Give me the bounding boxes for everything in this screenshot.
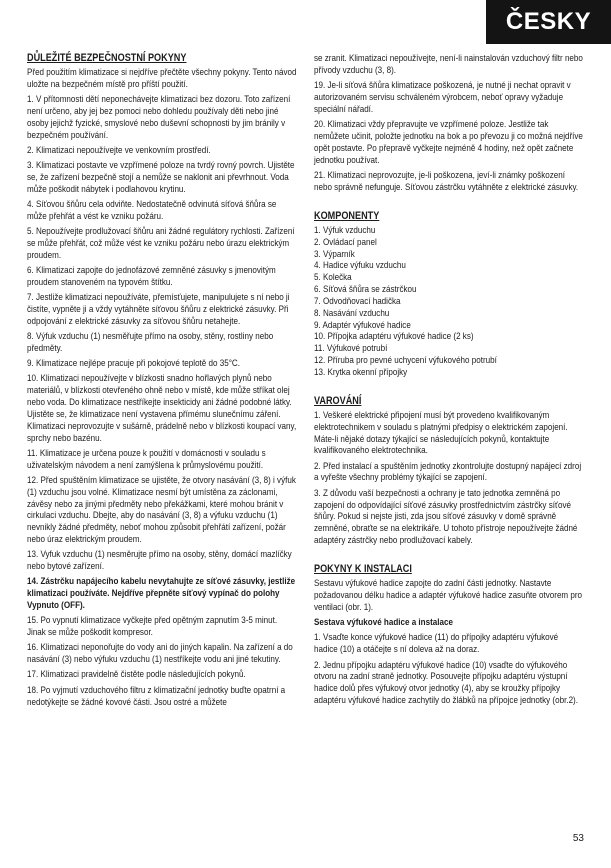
component-item: 8. Nasávání vzduchu (314, 306, 390, 318)
safety-list (27, 93, 297, 707)
component-item: 11. Výfukové potrubí (314, 342, 388, 354)
install-heading: POKYNY K INSTALACI (314, 563, 412, 576)
safety-item: 18. Po vyjmutí vzduchového filtru z klimatizační jednotky buďte opatrní a nedotýkejte se žádné kovové části. Jsou ostré a můžete (27, 683, 286, 707)
safety-item: 6. Klimatizaci zapojte do jednofázové zemněné zásuvky s jmenovitým proudem stanoveném na typovém štítku. (27, 264, 276, 287)
component-item: 9. Adaptér výfukové hadice (314, 318, 411, 330)
component-item: 10. Přípojka adaptéru výfukové hadice (2 ks) (314, 330, 474, 342)
component-item: 6. Síťová šňůra se zástrčkou (314, 283, 417, 295)
safety-item: 12. Před spuštěním klimatizace se ujistěte, že otvory nasávání (3, 8) i výfuk (1) vzduchu jsou volné. Klimatizace nesmí být umístěna za záclonami, závěsy nebo za jinými předměty nebo překážkami, které mohou bránit v cirkulaci vzduchu. Dbejte, aby do nasávání (3, 8) a výfuku vzduchu (1) nevnikly žádné předměty, neboť mohou způsobit přehřátí zařízení, požár nebo úraz elektrickým proudem. (27, 473, 296, 545)
install-step: 1. Vsaďte konce výfukové hadice (11) do přípojky adaptéru výfukové hadice (10) a otáčejte s ní doleva až na doraz. (314, 631, 559, 655)
safety-item: 19. Je-li síťová šňůra klimatizace poškozená, je nutné ji nechat opravit v autorizovaném servisu schváleném výrobcem, neboť opravy vyžaduje speciální nářadí. (314, 79, 571, 114)
safety-item: 20. Klimatizaci vždy přepravujte ve vzpřímené poloze. Jestliže tak nemůžete učinit, položte jednotku na bok a po převozu ji co možná nejdříve opět postavte. Po přepravě vyčkejte nejméně 4 hodiny, než opět začnete jednotku používat. (314, 118, 583, 165)
component-item: 2. Ovládací panel (314, 235, 377, 247)
safety-item: 2. Klimatizaci nepoužívejte ve venkovním prostředí. (27, 143, 211, 155)
safety-item: 7. Jestliže klimatizaci nepoužíváte, přemísťujete, manipulujete s ní nebo ji čistíte, vypněte ji a vždy vytáhněte síťovou šňůru z elektrické zásuvky. Při odpojování z elektrické zásuvky za síťovou šňůru netahejte. (27, 291, 290, 326)
safety-item: 17. Klimatizaci pravidelně čistěte podle následujících pokynů. (27, 668, 246, 680)
safety-item: 3. Klimatizaci postavte ve vzpřímené poloze na tvrdý rovný povrch. Ujistěte se, že zařízení bezpečně stojí a nemůže se naklonit ani převrhnout. Voda může poškodit nábytek i podlahovou krytinu. (27, 159, 295, 194)
safety-heading: DŮLEŽITÉ BEZPEČNOSTNÍ POKYNY (27, 52, 187, 64)
component-item: 12. Příruba pro pevné uchycení výfukového potrubí (314, 354, 497, 366)
components-list (314, 224, 584, 378)
safety-item: 4. Síťovou šňůru cela odviňte. Nedostatečně odvinutá síťová šňůra se může přehřát a vést ke vzniku požáru. (27, 198, 277, 221)
install-intro: Sestavu výfukové hadice zapojte do zadní části jednotky. Nastavte požadovanou délku hadice a adaptér výfukové hadice zasuňte otvorem pro ventilaci (obr. 1). (314, 577, 583, 612)
warning-item: 2. Před instalací a spuštěním jednotky zkontrolujte dostupný napájecí zdroj a vyřešte všechny problémy týkající se zapojení. (314, 459, 582, 483)
component-item: 5. Kolečka (314, 271, 352, 283)
warning-item: 1. Veškeré elektrické připojení musí být provedeno kvalifikovaným elektrotechnikem v souladu s platnými předpisy o elektrickém zapojení. Máte-li nějaké dotazy týkající se následujících pokynů, kontaktujte kvalifikovaného elektrotechnika. (314, 408, 568, 456)
safety-item: 9. Klimatizace nejlépe pracuje při pokojové teplotě do 35°C. (27, 357, 240, 369)
component-item: 7. Odvodňovací hadička (314, 294, 401, 306)
component-item: 3. Výparník (314, 247, 355, 259)
right-column (314, 52, 584, 709)
safety-item: 11. Klimatizace je určena pouze k použití v domácnosti v souladu s uživatelským návodem a není zamýšlena k průmyslovému použití. (27, 446, 266, 470)
safety-item: 10. Klimatizaci nepoužívejte v blízkosti snadno hořlavých plynů nebo materiálů, v blízkosti otevřeného ohně nebo v místě, kde může stříkat olej nebo voda. Do klimatizace nestříkejte insekticidy ani žádné podobné látky. Ujistěte se, že klimatizace není vystavena přímému slunečnímu záření. Klimatizaci neprovozujte v sušárně, prádelně nebo v blízkosti koupací vany, sprchy nebo bazénu. (27, 372, 297, 443)
safety-item-continued: se zranit. Klimatizaci nepoužívejte, není-li nainstalován vzduchový filtr nebo přívody vzduchu (3, 8). (314, 52, 583, 75)
install-step: 2. Jednu přípojku adaptéru výfukové hadice (10) vsaďte do výfukového otvoru na zadní straně jednotky. Posouvejte přípojku adaptéru výstupní hadice dolů přes výfukový otvor jednotky (4), aby se kroužky přípojky adaptéru výfukové hadice zachytily do žlábků na přípojce jednotky (obr.2). (314, 658, 578, 706)
safety-item: 16. Klimatizaci neponořujte do vody ani do jiných kapalin. Na zařízení a do nasávání (3) nebo výfuku vzduchu (1) nestříkejte vodu ani jiné tekutiny. (27, 641, 293, 665)
safety-item: 21. Klimatizaci neprovozujte, je-li poškozena, jeví-li známky poškození nebo správně nefunguje. Síťovou zástrčku vytáhněte z elektrické zásuvky. (314, 168, 579, 192)
page-number: 53 (572, 833, 584, 844)
safety-item: 1. V přítomnosti dětí neponechávejte klimatizaci bez dozoru. Toto zařízení není určeno, aby jej bez pomoci nebo dohledu používaly děti nebo jiné osoby jejichž fyzické, smyslové nebo duševní schopnosti by jim bránily v bezpečném používání. (27, 93, 291, 140)
safety-item: 5. Nepoužívejte prodlužovací šňůru ani žádné regulátory rychlosti. Zařízení se může přehřát, což může vést ke vzniku požáru nebo úrazu elektrickým proudem. (27, 225, 295, 260)
components-heading: KOMPONENTY (314, 209, 380, 222)
warning-item: 3. Z důvodu vaší bezpečnosti a ochrany je tato jednotka zemněná po zapojení do odpovídající síťové zásuvky prostřednictvím zástrčky síťové šňůry. Pokud si nejste jisti, zda jsou síťové zásuvky v domě správně zemněné, obraťte se na elektrikáře. U tohoto přístroje nepoužívejte žádné adaptéry zástrčky nebo prodlužovací kabely. (314, 486, 578, 546)
warning-heading: VAROVÁNÍ (314, 394, 362, 407)
safety-item: 15. Po vypnutí klimatizace vyčkejte před opětným zapnutím 3-5 minut. Jinak se může poškodit kompresor. (27, 614, 278, 638)
install-subheading: Sestava výfukové hadice a instalace (314, 616, 453, 628)
component-item: 1. Výfuk vzduchu (314, 223, 376, 235)
safety-item: 13. Vyfuk vzduchu (1) nesměrujte přímo na osoby, stěny, domácí mazlíčky nebo bytové zařízení. (27, 548, 292, 572)
safety-intro: Před použitím klimatizace si nejdříve přečtěte všechny pokyny. Tento návod uložte na bezpečném místě pro příští použití. (27, 66, 297, 89)
component-item: 4. Hadice výfuku vzduchu (314, 259, 406, 271)
safety-item: 8. Výfuk vzduchu (1) nesměřujte přímo na osoby, stěny, rostliny nebo předměty. (27, 330, 274, 353)
component-item: 13. Krytka okenní přípojky (314, 365, 408, 377)
left-column (27, 52, 297, 711)
safety-item-bold: 14. Zástrčku napájecího kabelu nevytahujte ze síťové zásuvky, jestliže klimatizaci používáte. Nejdříve přepněte síťový vypínač do polohy Vypnuto (OFF). (27, 575, 296, 611)
language-tab: ČESKY (486, 0, 611, 44)
